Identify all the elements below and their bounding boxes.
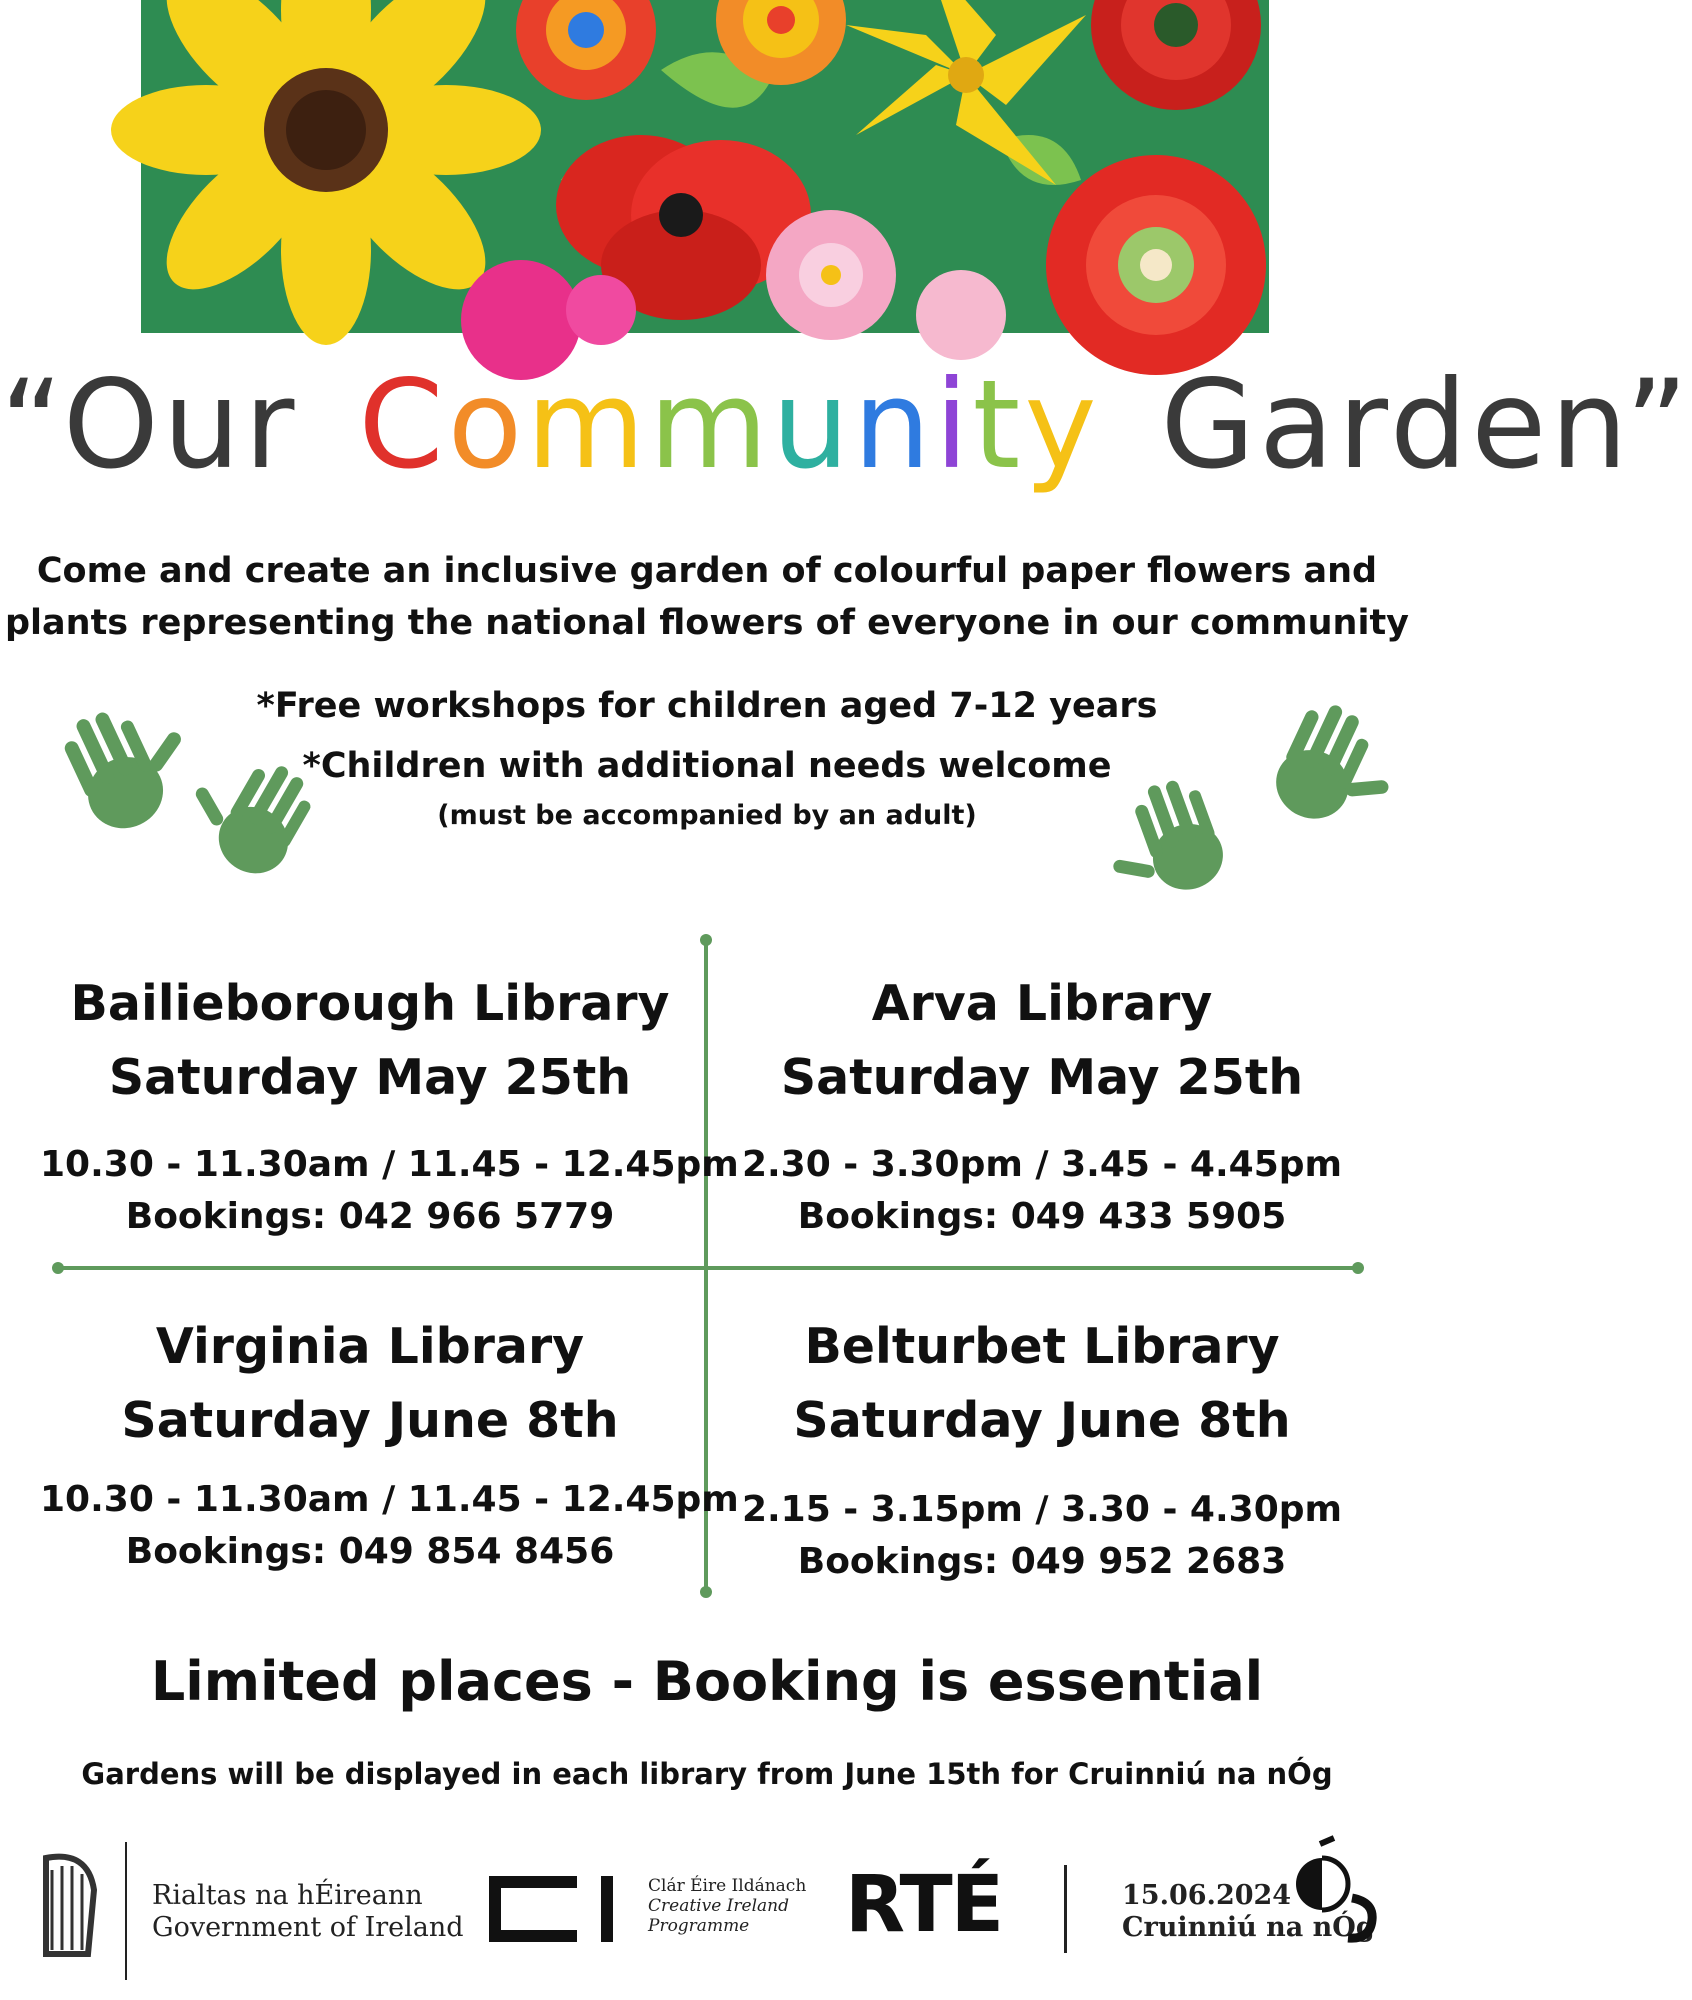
title-word-garden: Garden xyxy=(1160,354,1625,496)
intro-line-1: Come and create an inclusive garden of colourful paper flowers and xyxy=(36,551,1378,591)
venue-bailieborough xyxy=(40,967,739,1243)
creative-ireland-logo xyxy=(648,1876,806,1936)
title-community-letter: o xyxy=(447,354,527,496)
title-close-quote: ” xyxy=(1624,354,1692,496)
logo-divider xyxy=(1064,1865,1067,1953)
venue-name: Bailieborough Library xyxy=(70,975,670,1032)
bullet-accompanied-note: (must be accompanied by an adult) xyxy=(437,800,977,831)
title-community-letter: C xyxy=(358,354,448,496)
venue-date: Saturday June 8th xyxy=(121,1392,619,1449)
harp-icon xyxy=(28,1850,104,1962)
clar-logo-line2: Creative Ireland xyxy=(648,1896,789,1916)
venue-name: Arva Library xyxy=(871,975,1213,1032)
gardens-displayed-note: Gardens will be displayed in each library from June 15th for Cruinniú na nÓg xyxy=(81,1757,1333,1791)
venue-time: 2.15 - 3.15pm / 3.30 - 4.30pm xyxy=(741,1489,1343,1530)
title-community-letter: i xyxy=(934,354,973,496)
title-open-quote: “ xyxy=(0,354,63,496)
logo-divider xyxy=(125,1842,127,1980)
gov-logo-line1: Rialtas na hÉireann xyxy=(152,1880,423,1911)
bullet-additional-needs: *Children with additional needs welcome xyxy=(302,746,1112,786)
venue-date: Saturday June 8th xyxy=(793,1392,1291,1449)
venue-date: Saturday May 25th xyxy=(780,1049,1304,1106)
venue-time: 10.30 - 11.30am / 11.45 - 12.45pm xyxy=(40,1479,739,1520)
venue-bookings: Bookings: 049 854 8456 xyxy=(125,1531,615,1572)
bullet-free-workshops: *Free workshops for children aged 7-12 years xyxy=(256,686,1158,726)
gov-ireland-logo xyxy=(152,1880,464,1944)
title-word-our: Our xyxy=(62,354,299,496)
gov-logo-line2: Government of Ireland xyxy=(152,1912,464,1943)
venue-bookings: Bookings: 049 433 5905 xyxy=(797,1196,1287,1237)
rte-logo: RTÉ xyxy=(845,1860,1003,1950)
venue-bookings: Bookings: 042 966 5779 xyxy=(125,1196,615,1237)
venue-time: 10.30 - 11.30am / 11.45 - 12.45pm xyxy=(40,1144,739,1185)
cruinniu-date: 15.06.2024 xyxy=(1122,1880,1292,1911)
venue-bookings: Bookings: 049 952 2683 xyxy=(797,1541,1287,1582)
venue-arva xyxy=(712,967,1372,1243)
creative-ireland-mark-icon xyxy=(487,1874,627,1944)
intro-line-2: plants representing the national flowers of everyone in our community xyxy=(4,603,1410,643)
cruinniu-mark-icon xyxy=(1290,1838,1380,1946)
title-community-letter: m xyxy=(526,354,650,496)
venue-virginia xyxy=(40,1310,739,1578)
venue-belturbet xyxy=(712,1310,1372,1588)
venue-date: Saturday May 25th xyxy=(108,1049,632,1106)
title-community-letter: m xyxy=(649,354,772,496)
cruinniu-name: Cruinniú na nÓg xyxy=(1122,1912,1375,1943)
limited-places-heading: Limited places - Booking is essential xyxy=(150,1650,1264,1713)
title-community-letter: u xyxy=(771,354,854,496)
venue-time: 2.30 - 3.30pm / 3.45 - 4.45pm xyxy=(741,1144,1343,1185)
title-community-letter: y xyxy=(1024,354,1101,496)
clar-logo-line3: Programme xyxy=(648,1916,750,1936)
title-community-letter: n xyxy=(853,354,935,496)
clar-logo-line1: Clár Éire Ildánach xyxy=(648,1876,807,1896)
venue-name: Virginia Library xyxy=(155,1318,585,1375)
venue-name: Belturbet Library xyxy=(804,1318,1280,1375)
title-community-letter: t xyxy=(972,354,1025,496)
